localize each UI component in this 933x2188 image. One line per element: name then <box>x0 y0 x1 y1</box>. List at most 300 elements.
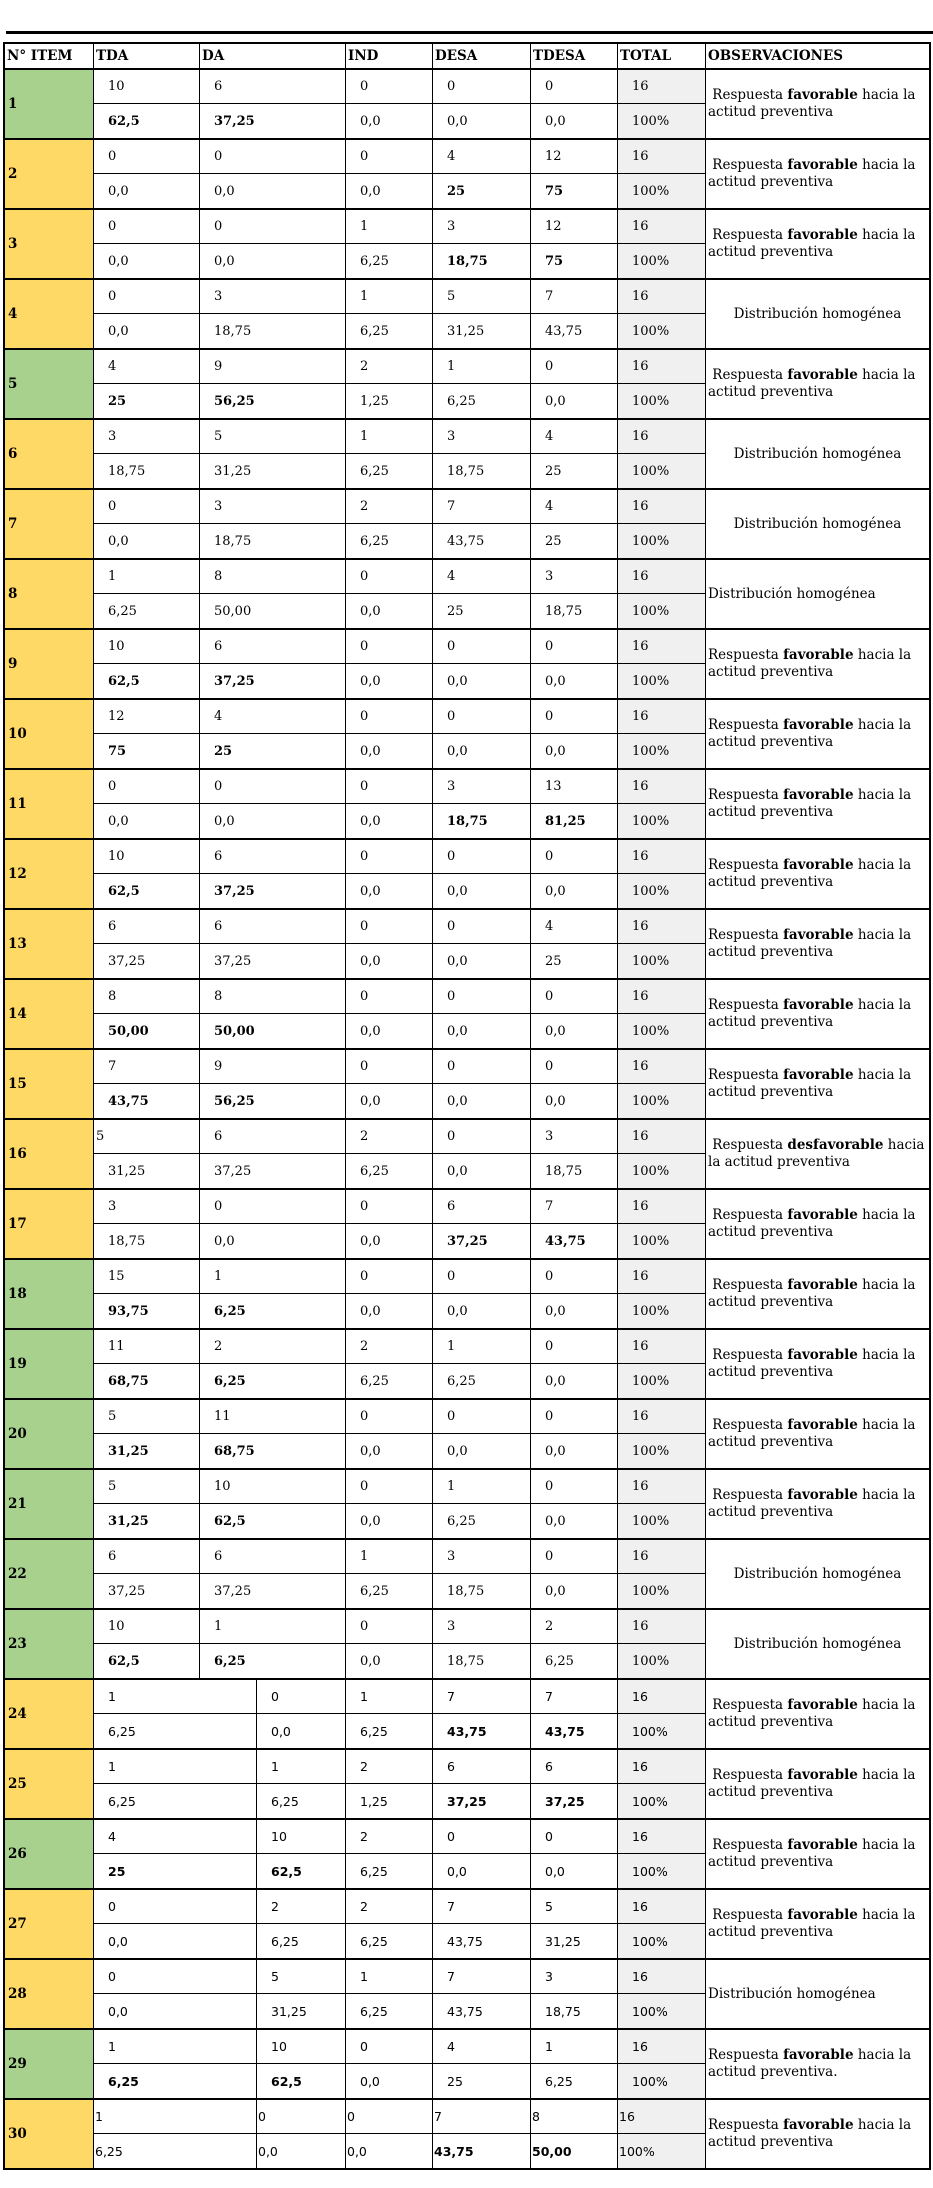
pct-cell-da: 25 <box>199 734 345 768</box>
observation-suffix: hacia la actitud preventiva <box>708 1767 920 1800</box>
pct-cell-tda: 6,25 <box>93 1714 256 1748</box>
table-row <box>5 1258 929 1328</box>
pct-cell-da: 6,25 <box>199 1364 345 1398</box>
pct-cell-total: 100% <box>617 1924 705 1958</box>
pct-cell-tda: 18,75 <box>93 454 199 488</box>
item-number-cell: 11 <box>5 770 93 838</box>
pct-cell-da: 37,25 <box>199 664 345 698</box>
observation-text <box>708 1566 927 1583</box>
count-cell-total: 16 <box>617 280 705 314</box>
pct-cell-total: 100% <box>617 1434 705 1468</box>
observation-suffix: hacia la actitud preventiva <box>708 157 920 190</box>
observation-prefix: Respuesta <box>708 1277 788 1293</box>
count-cell-ind: 0 <box>345 1470 432 1504</box>
count-cell-total: 16 <box>617 1190 705 1224</box>
observation-suffix: hacia la actitud preventiva <box>708 1067 916 1100</box>
count-cell-tdesa: 0 <box>530 700 617 734</box>
pct-cell-tdesa: 18,75 <box>530 594 617 628</box>
count-cell-tda: 5 <box>93 1400 199 1434</box>
table-row <box>5 698 929 768</box>
count-cell-da: 6 <box>199 70 345 104</box>
pct-cell-da: 18,75 <box>199 524 345 558</box>
pct-cell-ind: 6,25 <box>345 1574 432 1608</box>
pct-cell-ind: 0,0 <box>345 104 432 138</box>
count-cell-ind: 0 <box>345 2030 432 2064</box>
pct-cell-desa: 0,0 <box>432 1084 530 1118</box>
count-cell-tda: 0 <box>93 140 199 174</box>
count-cell-desa: 0 <box>432 840 530 874</box>
pct-cell-desa: 0,0 <box>432 1154 530 1188</box>
pct-cell-desa: 0,0 <box>432 1854 530 1888</box>
count-cell-tda: 6 <box>93 910 199 944</box>
count-cell-tda: 10 <box>93 840 199 874</box>
count-cell-ind: 2 <box>345 350 432 384</box>
observation-bold-word: favorable <box>787 1277 858 1293</box>
pct-cell-tdesa: 25 <box>530 524 617 558</box>
count-cell-total: 16 <box>617 2100 705 2134</box>
pct-cell-tda: 0,0 <box>93 174 199 208</box>
count-cell-da: 6 <box>199 910 345 944</box>
observation-text <box>708 787 927 821</box>
count-cell-tdesa: 7 <box>530 1190 617 1224</box>
count-cell-ind: 2 <box>345 1750 432 1784</box>
pct-cell-da: 56,25 <box>199 384 345 418</box>
pct-cell-da: 0,0 <box>199 1224 345 1258</box>
observation-prefix: Respuesta <box>708 717 784 733</box>
count-cell-total: 16 <box>617 70 705 104</box>
pct-cell-ind: 6,25 <box>345 314 432 348</box>
count-cell-tda: 8 <box>93 980 199 1014</box>
observation-text <box>708 306 927 323</box>
count-cell-tdesa: 0 <box>530 1470 617 1504</box>
count-cell-tda: 1 <box>93 1750 256 1784</box>
item-number-cell: 26 <box>5 1820 93 1888</box>
count-cell-tdesa: 1 <box>530 2030 617 2064</box>
count-cell-tdesa: 12 <box>530 210 617 244</box>
count-cell-tdesa: 3 <box>530 560 617 594</box>
observation-suffix: hacia la actitud preventiva <box>708 787 916 820</box>
count-cell-desa: 6 <box>432 1190 530 1224</box>
observation-suffix: hacia la actitud preventiva <box>708 927 916 960</box>
observation-text <box>708 1417 927 1451</box>
observation-suffix: hacia la actitud preventiva. <box>708 2047 916 2080</box>
count-cell-tdesa: 13 <box>530 770 617 804</box>
pct-cell-ind: 6,25 <box>345 1154 432 1188</box>
pct-cell-desa: 18,75 <box>432 1574 530 1608</box>
observation-prefix: Respuesta <box>708 1137 788 1153</box>
observation-prefix: Respuesta <box>708 1767 788 1783</box>
table-row <box>5 68 929 138</box>
observations-cell <box>705 2030 929 2098</box>
pct-cell-tdesa: 43,75 <box>530 1714 617 1748</box>
item-number-cell: 21 <box>5 1470 93 1538</box>
pct-cell-tdesa: 81,25 <box>530 804 617 838</box>
observations-cell <box>705 1540 929 1608</box>
table-row <box>5 1118 929 1188</box>
pct-cell-total: 100% <box>617 1504 705 1538</box>
observation-prefix: Respuesta <box>708 1207 788 1223</box>
pct-cell-tda: 0,0 <box>93 524 199 558</box>
count-cell-da: 4 <box>199 700 345 734</box>
pct-cell-desa: 6,25 <box>432 1504 530 1538</box>
count-cell-tdesa: 4 <box>530 910 617 944</box>
pct-cell-da: 31,25 <box>199 454 345 488</box>
item-number-cell: 28 <box>5 1960 93 2028</box>
pct-cell-ind: 0,0 <box>345 1504 432 1538</box>
table-row <box>5 1188 929 1258</box>
pct-cell-desa: 43,75 <box>432 1994 530 2028</box>
count-cell-tda: 10 <box>93 70 199 104</box>
count-cell-desa: 7 <box>432 1960 530 1994</box>
count-cell-desa: 3 <box>432 1540 530 1574</box>
pct-cell-tdesa: 0,0 <box>530 104 617 138</box>
count-cell-da: 6 <box>199 840 345 874</box>
pct-cell-da: 62,5 <box>256 2064 345 2098</box>
observation-text <box>708 1347 927 1381</box>
observations-cell <box>705 1750 929 1818</box>
pct-cell-desa: 43,75 <box>432 2134 530 2168</box>
count-cell-ind: 1 <box>345 1540 432 1574</box>
observations-cell <box>705 1470 929 1538</box>
pct-cell-desa: 18,75 <box>432 244 530 278</box>
observations-cell <box>705 560 929 628</box>
item-number-cell: 24 <box>5 1680 93 1748</box>
header-cell-item: N° ITEM <box>7 48 73 64</box>
pct-cell-tda: 31,25 <box>93 1504 199 1538</box>
count-cell-tda: 7 <box>93 1050 199 1084</box>
pct-cell-total: 100% <box>617 1714 705 1748</box>
pct-cell-total: 100% <box>617 1014 705 1048</box>
item-number-cell: 8 <box>5 560 93 628</box>
count-cell-total: 16 <box>617 1960 705 1994</box>
count-cell-ind: 0 <box>345 980 432 1014</box>
table-row <box>5 1608 929 1678</box>
count-cell-tda: 5 <box>93 1470 199 1504</box>
observation-bold-word: favorable <box>787 1207 858 1223</box>
pct-cell-ind: 6,25 <box>345 454 432 488</box>
count-cell-tda: 1 <box>93 1680 256 1714</box>
pct-cell-ind: 6,25 <box>345 1854 432 1888</box>
count-cell-total: 16 <box>617 1540 705 1574</box>
observation-text <box>708 1067 927 1101</box>
count-cell-desa: 4 <box>432 2030 530 2064</box>
item-number-cell: 10 <box>5 700 93 768</box>
header-cell-da: DA <box>199 44 345 68</box>
pct-cell-tda: 0,0 <box>93 1994 256 2028</box>
count-cell-tdesa: 3 <box>530 1960 617 1994</box>
count-cell-ind: 1 <box>345 1680 432 1714</box>
pct-cell-tda: 50,00 <box>93 1014 199 1048</box>
observations-cell <box>705 910 929 978</box>
pct-cell-total: 100% <box>617 314 705 348</box>
count-cell-ind: 2 <box>345 1890 432 1924</box>
pct-cell-tdesa: 43,75 <box>530 1224 617 1258</box>
pct-cell-tdesa: 18,75 <box>530 1154 617 1188</box>
pct-cell-total: 100% <box>617 1364 705 1398</box>
pct-cell-total: 100% <box>617 2134 705 2168</box>
observations-cell <box>705 1960 929 2028</box>
count-cell-da: 1 <box>199 1260 345 1294</box>
count-cell-total: 16 <box>617 700 705 734</box>
observation-bold-word: favorable <box>787 1487 858 1503</box>
pct-cell-ind: 0,0 <box>345 1644 432 1678</box>
item-number-cell: 27 <box>5 1890 93 1958</box>
count-cell-total: 16 <box>617 140 705 174</box>
pct-cell-da: 6,25 <box>199 1644 345 1678</box>
count-cell-tdesa: 0 <box>530 980 617 1014</box>
pct-cell-tda: 43,75 <box>93 1084 199 1118</box>
pct-cell-da: 18,75 <box>199 314 345 348</box>
count-cell-da: 1 <box>199 1610 345 1644</box>
table-row <box>5 1538 929 1608</box>
pct-cell-desa: 0,0 <box>432 944 530 978</box>
count-cell-desa: 1 <box>432 1330 530 1364</box>
pct-cell-da: 0,0 <box>199 804 345 838</box>
item-number-cell: 4 <box>5 280 93 348</box>
pct-cell-total: 100% <box>617 1784 705 1818</box>
table-row <box>5 138 929 208</box>
count-cell-total: 16 <box>617 1330 705 1364</box>
table-row <box>5 418 929 488</box>
observation-bold-word: favorable <box>783 857 854 873</box>
pct-cell-total: 100% <box>617 944 705 978</box>
pct-cell-desa: 0,0 <box>432 1434 530 1468</box>
observation-prefix: Distribución homogénea <box>733 445 902 462</box>
header-cell-total: TOTAL <box>617 44 705 68</box>
observation-prefix: Respuesta <box>708 1487 788 1503</box>
count-cell-total: 16 <box>617 1120 705 1154</box>
header-cell-observaciones: OBSERVACIONES <box>705 44 929 68</box>
observation-text <box>708 367 927 401</box>
pct-cell-tdesa: 6,25 <box>530 1644 617 1678</box>
table-row <box>5 1398 929 1468</box>
observation-suffix: hacia la actitud preventiva <box>708 1207 920 1240</box>
pct-cell-tda: 6,25 <box>93 594 199 628</box>
count-cell-da: 5 <box>199 420 345 454</box>
pct-cell-da: 0,0 <box>256 1714 345 1748</box>
header-cell-desa: DESA <box>432 44 530 68</box>
count-cell-ind: 2 <box>345 490 432 524</box>
observation-bold-word: favorable <box>787 87 858 103</box>
table-row <box>5 768 929 838</box>
count-cell-ind: 0 <box>345 1260 432 1294</box>
pct-cell-tdesa: 25 <box>530 944 617 978</box>
pct-cell-da: 37,25 <box>199 874 345 908</box>
observation-prefix: Distribución homogénea <box>733 1635 902 1652</box>
observation-text <box>708 1137 927 1171</box>
count-cell-tda: 0 <box>93 210 199 244</box>
observation-prefix: Respuesta <box>708 927 784 943</box>
pct-cell-tda: 6,25 <box>93 2134 256 2168</box>
count-cell-da: 3 <box>199 490 345 524</box>
pct-cell-desa: 25 <box>432 174 530 208</box>
count-cell-ind: 0 <box>345 840 432 874</box>
table-row <box>5 1678 929 1748</box>
count-cell-tda: 3 <box>93 1190 199 1224</box>
pct-cell-tda: 62,5 <box>93 1644 199 1678</box>
pct-cell-tdesa: 0,0 <box>530 1434 617 1468</box>
observation-bold-word: favorable <box>787 1417 858 1433</box>
count-cell-tdesa: 6 <box>530 1750 617 1784</box>
observation-prefix: Respuesta <box>708 157 788 173</box>
observation-text <box>708 1636 927 1653</box>
observation-suffix: hacia la actitud preventiva <box>708 1487 920 1520</box>
count-cell-total: 16 <box>617 2030 705 2064</box>
count-cell-total: 16 <box>617 630 705 664</box>
count-cell-total: 16 <box>617 560 705 594</box>
count-cell-tdesa: 0 <box>530 1260 617 1294</box>
observation-prefix: Distribución homogénea <box>733 305 902 322</box>
pct-cell-tda: 37,25 <box>93 1574 199 1608</box>
pct-cell-da: 62,5 <box>256 1854 345 1888</box>
pct-cell-ind: 0,0 <box>345 944 432 978</box>
pct-cell-da: 6,25 <box>199 1294 345 1328</box>
count-cell-ind: 0 <box>345 560 432 594</box>
table-header-row <box>5 44 929 68</box>
pct-cell-tda: 93,75 <box>93 1294 199 1328</box>
item-number-cell: 14 <box>5 980 93 1048</box>
observation-text <box>708 1277 927 1311</box>
count-cell-tda: 15 <box>93 1260 199 1294</box>
header-cell-tdesa: TDESA <box>530 44 617 68</box>
count-cell-tda: 1 <box>93 2100 256 2134</box>
count-cell-tdesa: 4 <box>530 490 617 524</box>
observation-text <box>708 1697 927 1731</box>
pct-cell-desa: 43,75 <box>432 1924 530 1958</box>
pct-cell-total: 100% <box>617 2064 705 2098</box>
pct-cell-tda: 6,25 <box>93 1784 256 1818</box>
count-cell-desa: 0 <box>432 1400 530 1434</box>
pct-cell-ind: 0,0 <box>345 1014 432 1048</box>
observation-bold-word: favorable <box>787 157 858 173</box>
pct-cell-tda: 0,0 <box>93 804 199 838</box>
observation-text <box>708 2117 927 2151</box>
observation-bold-word: desfavorable <box>787 1137 884 1153</box>
observations-cell <box>705 2100 929 2168</box>
observations-cell <box>705 140 929 208</box>
observations-cell <box>705 1890 929 1958</box>
observations-cell <box>705 1820 929 1888</box>
pct-cell-ind: 0,0 <box>345 1224 432 1258</box>
pct-cell-total: 100% <box>617 454 705 488</box>
count-cell-ind: 2 <box>345 1120 432 1154</box>
pct-cell-tdesa: 0,0 <box>530 1364 617 1398</box>
count-cell-da: 5 <box>256 1960 345 1994</box>
pct-cell-tda: 25 <box>93 384 199 418</box>
observations-cell <box>705 700 929 768</box>
pct-cell-desa: 18,75 <box>432 1644 530 1678</box>
count-cell-tdesa: 4 <box>530 420 617 454</box>
observation-prefix: Distribución homogénea <box>708 1985 876 2002</box>
count-cell-ind: 0 <box>345 140 432 174</box>
observation-text <box>708 927 927 961</box>
count-cell-total: 16 <box>617 770 705 804</box>
observations-cell <box>705 210 929 278</box>
pct-cell-total: 100% <box>617 384 705 418</box>
count-cell-desa: 7 <box>432 1680 530 1714</box>
pct-cell-ind: 0,0 <box>345 874 432 908</box>
count-cell-tdesa: 0 <box>530 350 617 384</box>
observation-text <box>708 1207 927 1241</box>
pct-cell-desa: 0,0 <box>432 664 530 698</box>
pct-cell-ind: 0,0 <box>345 594 432 628</box>
pct-cell-tdesa: 6,25 <box>530 2064 617 2098</box>
table-row <box>5 208 929 278</box>
pct-cell-total: 100% <box>617 1644 705 1678</box>
item-number-cell: 19 <box>5 1330 93 1398</box>
table-row <box>5 2098 929 2168</box>
pct-cell-total: 100% <box>617 1994 705 2028</box>
header-cell-ind: IND <box>345 44 432 68</box>
observation-bold-word: favorable <box>783 2117 854 2133</box>
observation-bold-word: favorable <box>787 1697 858 1713</box>
pct-cell-desa: 0,0 <box>432 734 530 768</box>
observation-bold-word: favorable <box>783 927 854 943</box>
pct-cell-desa: 37,25 <box>432 1224 530 1258</box>
table-row <box>5 1888 929 1958</box>
pct-cell-tda: 31,25 <box>93 1434 199 1468</box>
observation-prefix: Respuesta <box>708 1907 788 1923</box>
item-number-cell: 1 <box>5 70 93 138</box>
item-number-cell: 23 <box>5 1610 93 1678</box>
table-row <box>5 1958 929 2028</box>
observation-suffix: hacia la actitud preventiva <box>708 227 920 260</box>
pct-cell-da: 0,0 <box>199 174 345 208</box>
count-cell-ind: 0 <box>345 910 432 944</box>
pct-cell-tda: 37,25 <box>93 944 199 978</box>
count-cell-ind: 1 <box>345 210 432 244</box>
top-rule <box>6 31 933 34</box>
table-row <box>5 838 929 908</box>
count-cell-da: 0 <box>256 2100 345 2134</box>
observations-cell <box>705 770 929 838</box>
pct-cell-tdesa: 75 <box>530 174 617 208</box>
pct-cell-total: 100% <box>617 1294 705 1328</box>
pct-cell-ind: 0,0 <box>345 2134 432 2168</box>
observations-cell <box>705 1260 929 1328</box>
table-row <box>5 1048 929 1118</box>
count-cell-da: 0 <box>256 1680 345 1714</box>
pct-cell-ind: 6,25 <box>345 244 432 278</box>
pct-cell-tdesa: 0,0 <box>530 874 617 908</box>
observation-suffix: hacia la actitud preventiva <box>708 1837 920 1870</box>
pct-cell-tda: 0,0 <box>93 1924 256 1958</box>
count-cell-da: 0 <box>199 210 345 244</box>
count-cell-da: 3 <box>199 280 345 314</box>
pct-cell-total: 100% <box>617 804 705 838</box>
count-cell-ind: 1 <box>345 1960 432 1994</box>
count-cell-da: 1 <box>256 1750 345 1784</box>
observation-text <box>708 1487 927 1521</box>
pct-cell-tda: 6,25 <box>93 2064 256 2098</box>
pct-cell-tdesa: 50,00 <box>530 2134 617 2168</box>
count-cell-tdesa: 5 <box>530 1890 617 1924</box>
count-cell-da: 0 <box>199 770 345 804</box>
count-cell-tda: 1 <box>93 2030 256 2064</box>
observations-cell <box>705 420 929 488</box>
observations-cell <box>705 1680 929 1748</box>
count-cell-tda: 4 <box>93 1820 256 1854</box>
count-cell-ind: 0 <box>345 630 432 664</box>
count-cell-ind: 0 <box>345 770 432 804</box>
observations-cell <box>705 1610 929 1678</box>
pct-cell-desa: 18,75 <box>432 454 530 488</box>
pct-cell-da: 0,0 <box>199 244 345 278</box>
table-row <box>5 1328 929 1398</box>
count-cell-da: 10 <box>256 1820 345 1854</box>
observation-suffix: hacia la actitud preventiva <box>708 1417 920 1450</box>
observations-cell <box>705 1330 929 1398</box>
